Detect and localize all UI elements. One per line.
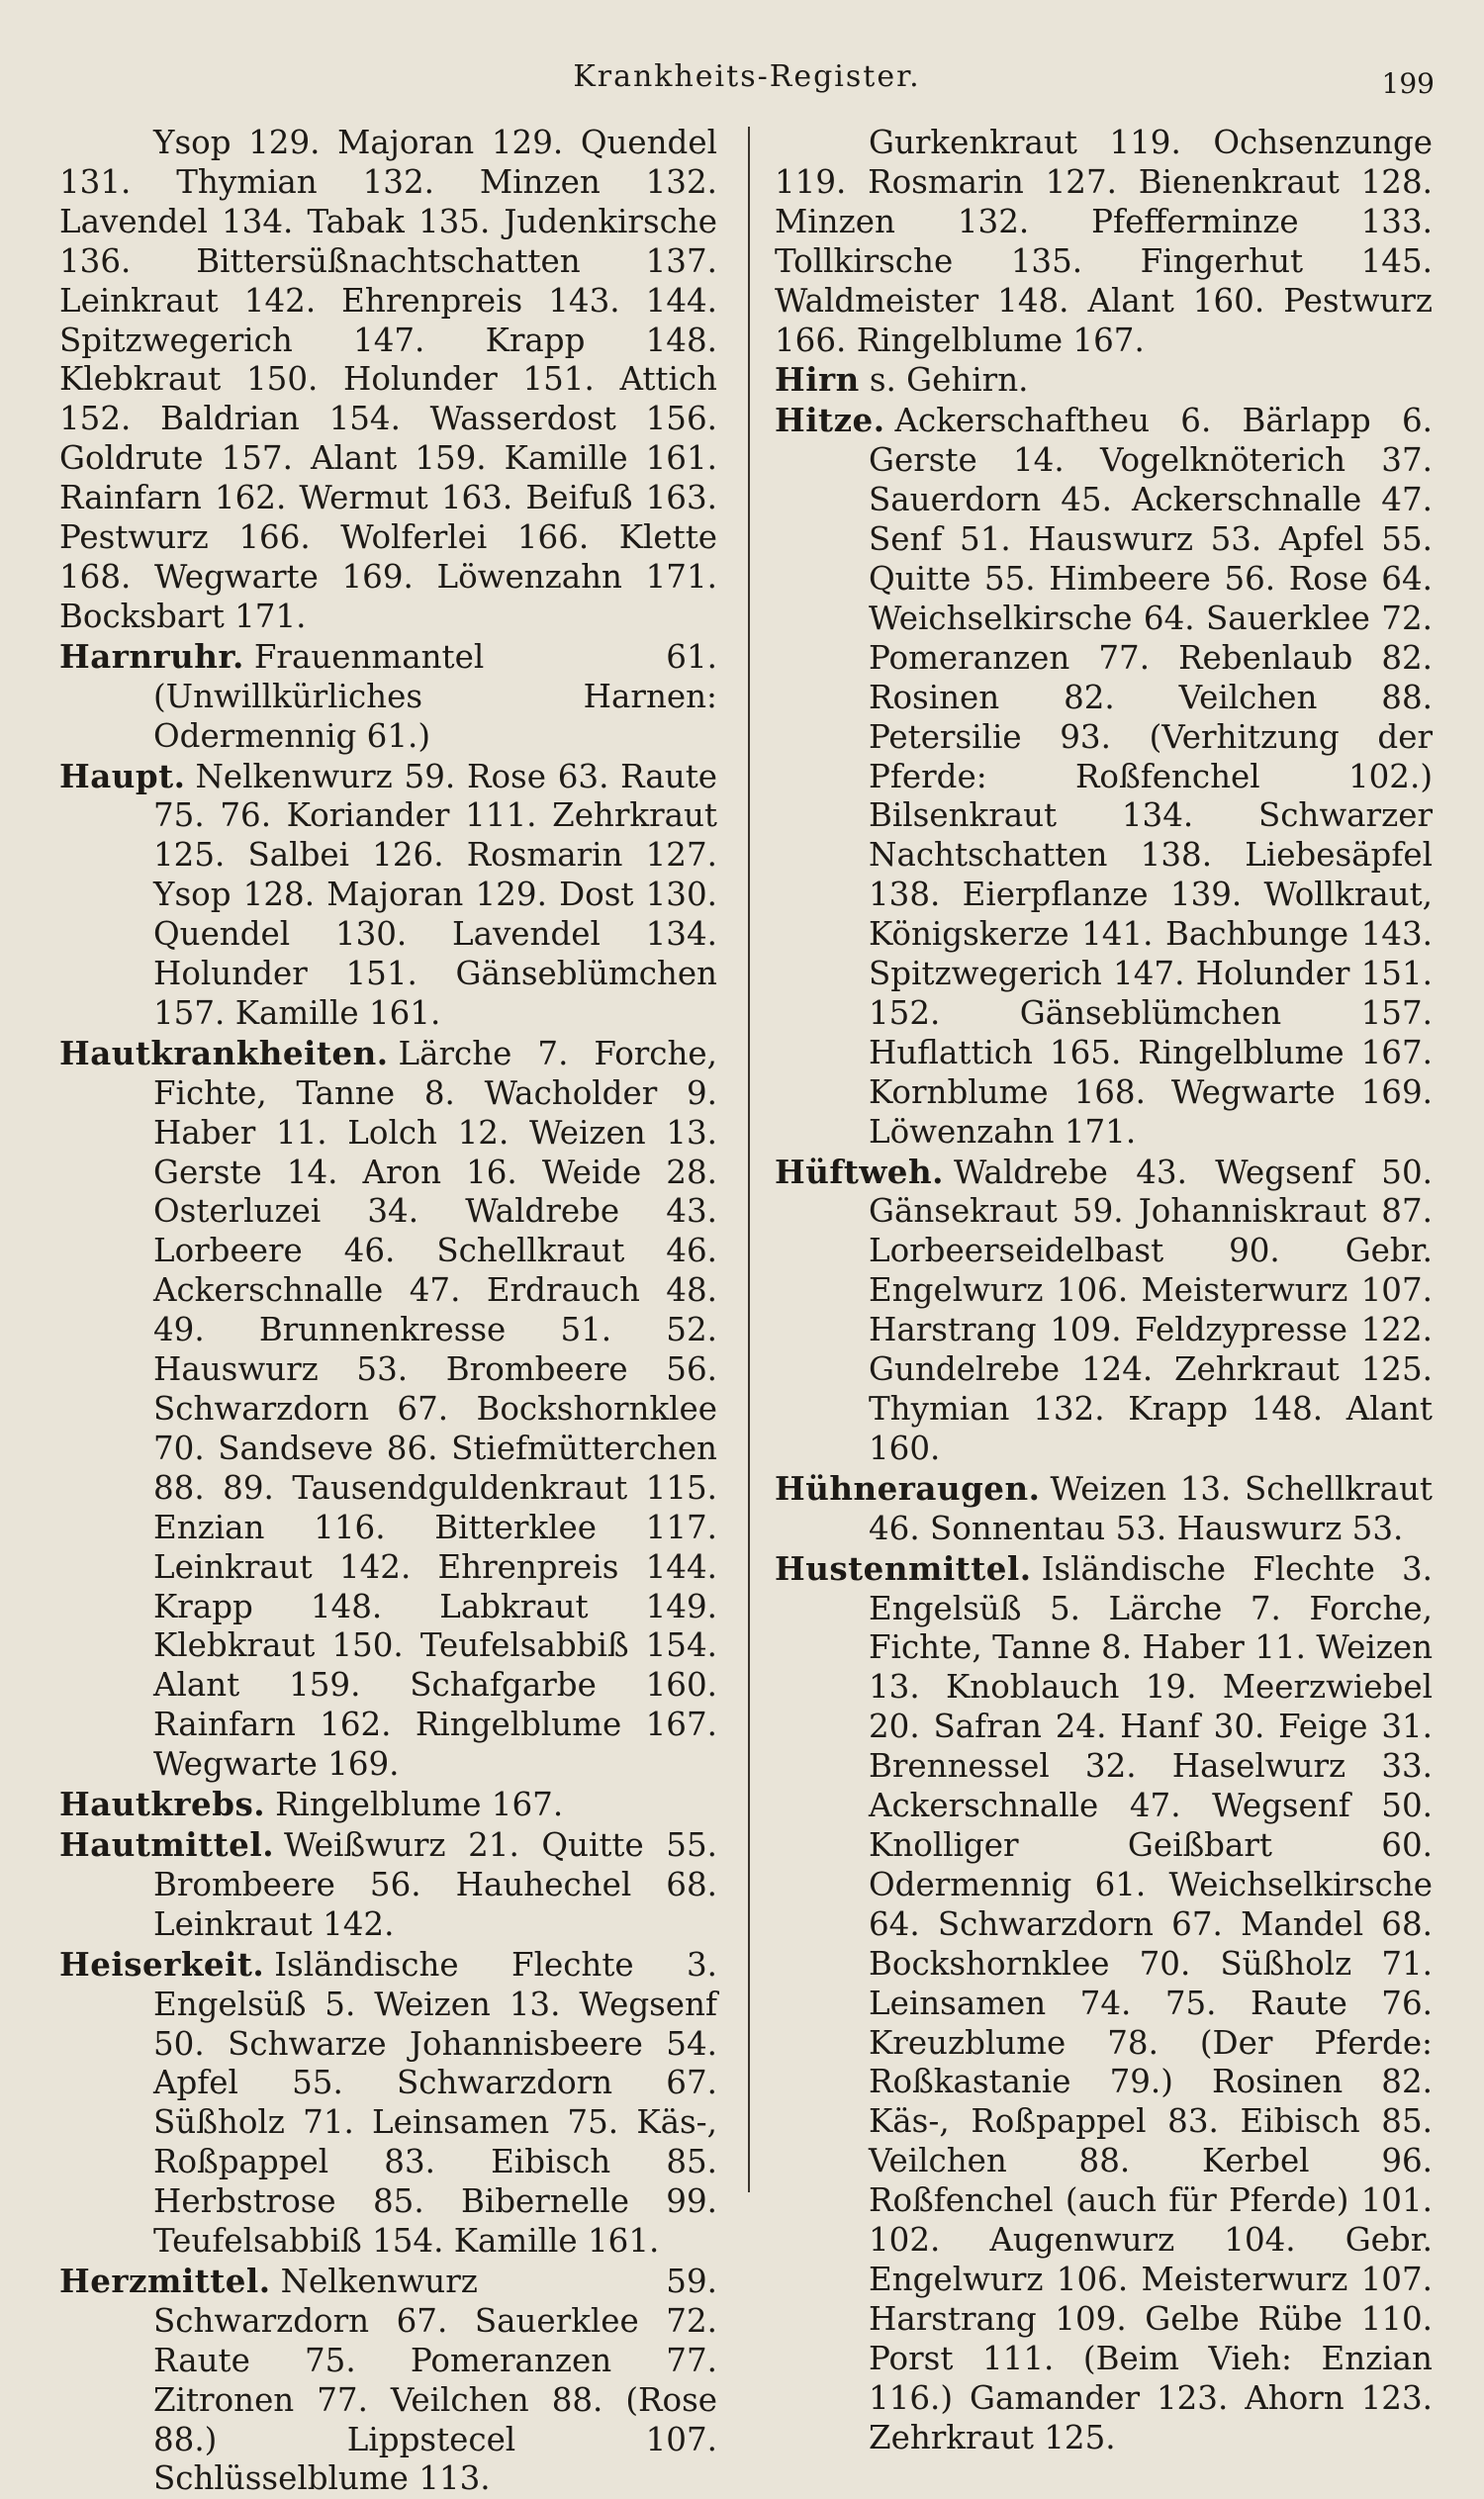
entry-text: Ysop 129. Majoran 129. Quendel 131. Thymian 132. Minzen 132. Lavendel 134. Tabak 135. Judenkirsche 136. Bittersüßnachtschatten 137. Leinkraut 142. Ehrenpreis 143. 144. Spitzwegerich 147. Krapp 148. Klebkraut 150. Holunder 151. Attich 152. Baldrian 154. Wasserdost 156. Goldrute 157. Alant 159. Kamille 161. Rainfarn 162. Wermut 163. Beifuß 163. Pestwurz 166. Wolferlei 166. Klette 168. Wegwarte 169. Löwenzahn 171. Bocksbart 171. <box>59 124 717 635</box>
right-column <box>775 124 1433 2457</box>
index-entry <box>59 1825 717 1945</box>
column-divider <box>748 127 750 2192</box>
index-entry <box>59 757 717 1034</box>
entry-headword: Hautkrebs. <box>59 1785 266 1824</box>
entry-text: Nelkenwurz 59. Schwarzdorn 67. Sauerklee 72. Raute 75. Pomeranzen 77. Zitronen 77. Veilchen 88. (Rose 88.) Lippstecel 107. Schlüsselblume 113. <box>153 2262 717 2498</box>
index-entry <box>59 1945 717 2262</box>
index-entry <box>775 1153 1433 1469</box>
left-column <box>59 124 717 2499</box>
entry-text: Weißwurz 21. Quitte 55. Brombeere 56. Hauhechel 68. Leinkraut 142. <box>153 1825 717 1943</box>
index-entry <box>59 2262 717 2499</box>
entry-text: Lärche 7. Forche, Fichte, Tanne 8. Wacholder 9. Haber 11. Lolch 12. Weizen 13. Gerste 14. Aron 16. Weide 28. Osterluzei 34. Waldrebe 43. Lorbeere 46. Schellkraut 46. Ackerschnalle 47. Erdrauch 48. 49. Brunnenkresse 51. 52. Hauswurz 53. Brombeere 56. Schwarzdorn 67. Bockshornklee 70. Sandseve 86. Stiefmütterchen 88. 89. Tausendguldenkraut 115. Enzian 116. Bitterklee 117. Leinkraut 142. Ehrenpreis 144. Krapp 148. Labkraut 149. Klebkraut 150. Teufelsabbiß 154. Alant 159. Schafgarbe 160. Rainfarn 162. Ringelblume 167. Wegwarte 169. <box>153 1034 717 1784</box>
page-header <box>59 57 1435 103</box>
entry-headword: Hirn <box>775 360 860 400</box>
entry-headword: Hühneraugen. <box>775 1468 1041 1508</box>
index-entry <box>775 1549 1433 2458</box>
entry-headword: Herzmittel. <box>59 2261 271 2300</box>
entry-text: Nelkenwurz 59. Rose 63. Raute 75. 76. Koriander 111. Zehrkraut 125. Salbei 126. Rosmarin 127. Ysop 128. Majoran 129. Dost 130. Quendel 130. Lavendel 134. Holunder 151. Gänseblümchen 157. Kamille 161. <box>153 757 717 1032</box>
entry-headword: Hitze. <box>775 401 885 440</box>
index-entry <box>775 360 1433 401</box>
entry-text: s. Gehirn. <box>869 361 1029 400</box>
entry-text: Gurkenkraut 119. Ochsenzunge 119. Rosmarin 127. Bienenkraut 128. Minzen 132. Pfefferminze 133. Tollkirsche 135. Fingerhut 145. Waldmeister 148. Alant 160. Pestwurz 166. Ringelblume 167. <box>775 124 1433 359</box>
entry-text: Ringelblume 167. <box>275 1786 564 1824</box>
entry-text: Waldrebe 43. Wegsenf 50. Gänsekraut 59. Johanniskraut 87. Lorbeerseidelbast 90. Gebr. Engelwurz 106. Meisterwurz 107. Harstrang 109. Feldzypresse 122. Gundelrebe 124. Zehrkraut 125. Thymian 132. Krapp 148. Alant 160. <box>869 1153 1433 1467</box>
entry-text: Ackerschaftheu 6. Bärlapp 6. Gerste 14. Vogelknöterich 37. Sauerdorn 45. Ackerschnalle 47. Senf 51. Hauswurz 53. Apfel 55. Quitte 55. Himbeere 56. Rose 64. Weichselkirsche 64. Sauerklee 72. Pomeranzen 77. Rebenlaub 82. Rosinen 82. Veilchen 88. Petersilie 93. (Verhitzung der Pferde: Roßfenchel 102.) Bilsenkraut 134. Schwarzer Nachtschatten 138. Liebesäpfel 138. Eierpflanze 139. Wollkraut, Königskerze 141. Bachbunge 143. Spitzwegerich 147. Holunder 151. 152. Gänseblümchen 157. Huflattich 165. Ringelblume 167. Kornblume 168. Wegwarte 169. Löwenzahn 171. <box>869 402 1433 1151</box>
index-entry-continuation <box>775 124 1433 360</box>
index-entry <box>775 401 1433 1152</box>
index-entry <box>59 637 717 757</box>
running-title: Krankheits-Register. <box>573 59 921 94</box>
entry-headword: Heiserkeit. <box>59 1944 265 1984</box>
entry-text: Frauenmantel 61. (Unwillkürliches Harnen: Odermennig 61.) <box>153 637 717 755</box>
entry-headword: Hüftweh. <box>775 1152 944 1191</box>
index-entry <box>59 1785 717 1825</box>
index-entry <box>775 1469 1433 1549</box>
index-entry-continuation <box>59 124 717 637</box>
entry-text: Weizen 13. Schellkraut 46. Sonnentau 53. Hauswurz 53. <box>869 1469 1433 1547</box>
entry-headword: Harnruhr. <box>59 636 244 676</box>
page-number: 199 <box>1381 67 1435 100</box>
entry-text: Isländische Flechte 3. Engelsüß 5. Lärche 7. Forche, Fichte, Tanne 8. Haber 11. Weizen 13. Knoblauch 19. Meerzwiebel 20. Safran 24. Hanf 30. Feige 31. Brennessel 32. Haselwurz 33. Ackerschnalle 47. Wegsenf 50. Knolliger Geißbart 60. Odermennig 61. Weichselkirsche 64. Schwarzdorn 67. Mandel 68. Bockshornklee 70. Süßholz 71. Leinsamen 74. 75. Raute 76. Kreuzblume 78. (Der Pferde: Roßkastanie 79.) Rosinen 82. Käs-, Roßpappel 83. Eibisch 85. Veilchen 88. Kerbel 96. Roßfenchel (auch für Pferde) 101. 102. Augenwurz 104. Gebr. Engelwurz 106. Meisterwurz 107. Harstrang 109. Gelbe Rübe 110. Porst 111. (Beim Vieh: Enzian 116.) Gamander 123. Ahorn 123. Zehrkraut 125. <box>869 1549 1433 2456</box>
index-entry <box>59 1034 717 1785</box>
entry-text: Isländische Flechte 3. Engelsüß 5. Weizen 13. Wegsenf 50. Schwarze Johannisbeere 54. Apfel 55. Schwarzdorn 67. Süßholz 71. Leinsamen 75. Käs-, Roßpappel 83. Eibisch 85. Herbstrose 85. Bibernelle 99. Teufelsabbiß 154. Kamille 161. <box>153 1945 717 2261</box>
entry-headword: Hautmittel. <box>59 1824 275 1864</box>
entry-headword: Haupt. <box>59 756 186 795</box>
entry-headword: Hautkrankheiten. <box>59 1033 389 1072</box>
entry-headword: Hustenmittel. <box>775 1548 1032 1588</box>
